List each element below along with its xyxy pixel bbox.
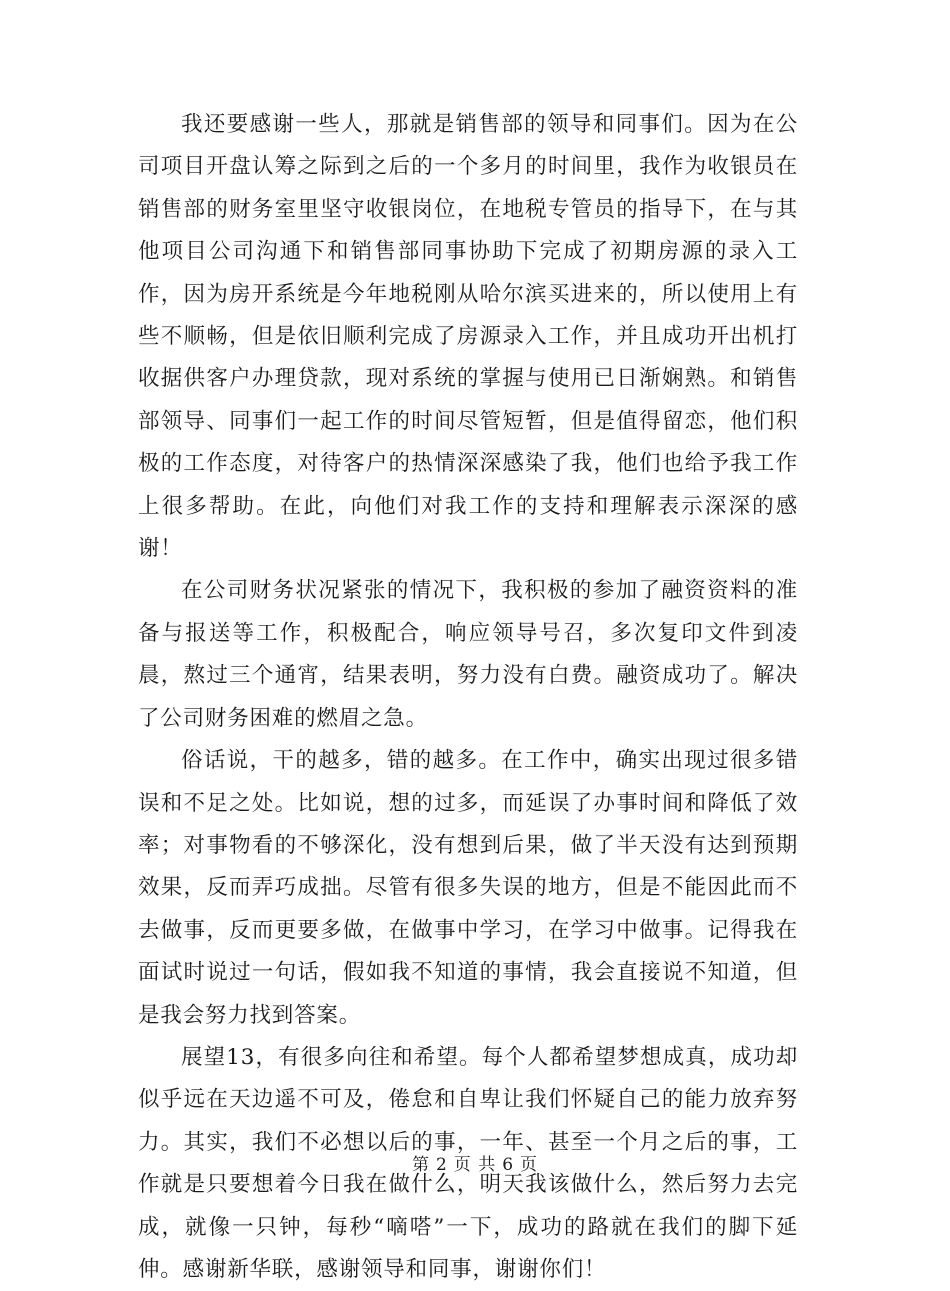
footer-prefix: 第 <box>411 1155 430 1175</box>
footer-suffix: 页 <box>520 1155 539 1175</box>
total-pages-number: 6 <box>502 1155 515 1175</box>
paragraph-outlook: 展望13，有很多向往和希望。每个人都希望梦想成真，成功却似乎远在天边遥不可及，倦怠和自卑让我们怀疑自己的能力放弃努力。其实，我们不必想以后的事，一年、甚至一个月之后的事，工作就是只要想着今日我在做什么，明天我该做什么，然后努力去完成，就像一只钟，每秒“嘀嗒”一下，成功的路就在我们的脚下延伸。感谢新华联，感谢领导和同事，谢谢你们！ <box>138 1044 798 1282</box>
paragraph-mistakes: 俗话说，干的越多，错的越多。在工作中，确实出现过很多错误和不足之处。比如说，想的过多，而延误了办事时间和降低了效率；对事物看的不够深化，没有想到后果，做了半天没有达到预期效果，反而弄巧成拙。尽管有很多失误的地方，但是不能因此而不去做事，反而更要多做，在做事中学习，在学习中做事。记得我在面试时说过一句话，假如我不知道的事情，我会直接说不知道，但是我会努力找到答案。 <box>138 748 798 1028</box>
page-footer <box>0 1150 950 1175</box>
footer-middle: 页 共 <box>453 1155 497 1175</box>
document-body <box>138 104 798 1291</box>
paragraph-financing: 在公司财务状况紧张的情况下，我积极的参加了融资资料的准备与报送等工作，积极配合，响应领导号召，多次复印文件到凌晨，熬过三个通宵，结果表明，努力没有白费。融资成功了。解决了公司财务困难的燃眉之急。 <box>138 578 798 731</box>
paragraph-thanks-sales: 我还要感谢一些人，那就是销售部的领导和同事们。因为在公司项目开盘认筹之际到之后的一个多月的时间里，我作为收银员在销售部的财务室里坚守收银岗位，在地税专管员的指导下，在与其他项目公司沟通下和销售部同事协助下完成了初期房源的录入工作，因为房开系统是今年地税刚从哈尔滨买进来的，所以使用上有些不顺畅，但是依旧顺利完成了房源录入工作，并且成功开出机打收据供客户办理贷款，现对系统的掌握与使用已日渐娴熟。和销售部领导、同事们一起工作的时间尽管短暂，但是值得留恋，他们积极的工作态度，对待客户的热情深深感染了我，他们也给予我工作上很多帮助。在此，向他们对我工作的支持和理解表示深深的感谢！ <box>138 112 798 562</box>
current-page-number: 2 <box>435 1155 448 1175</box>
